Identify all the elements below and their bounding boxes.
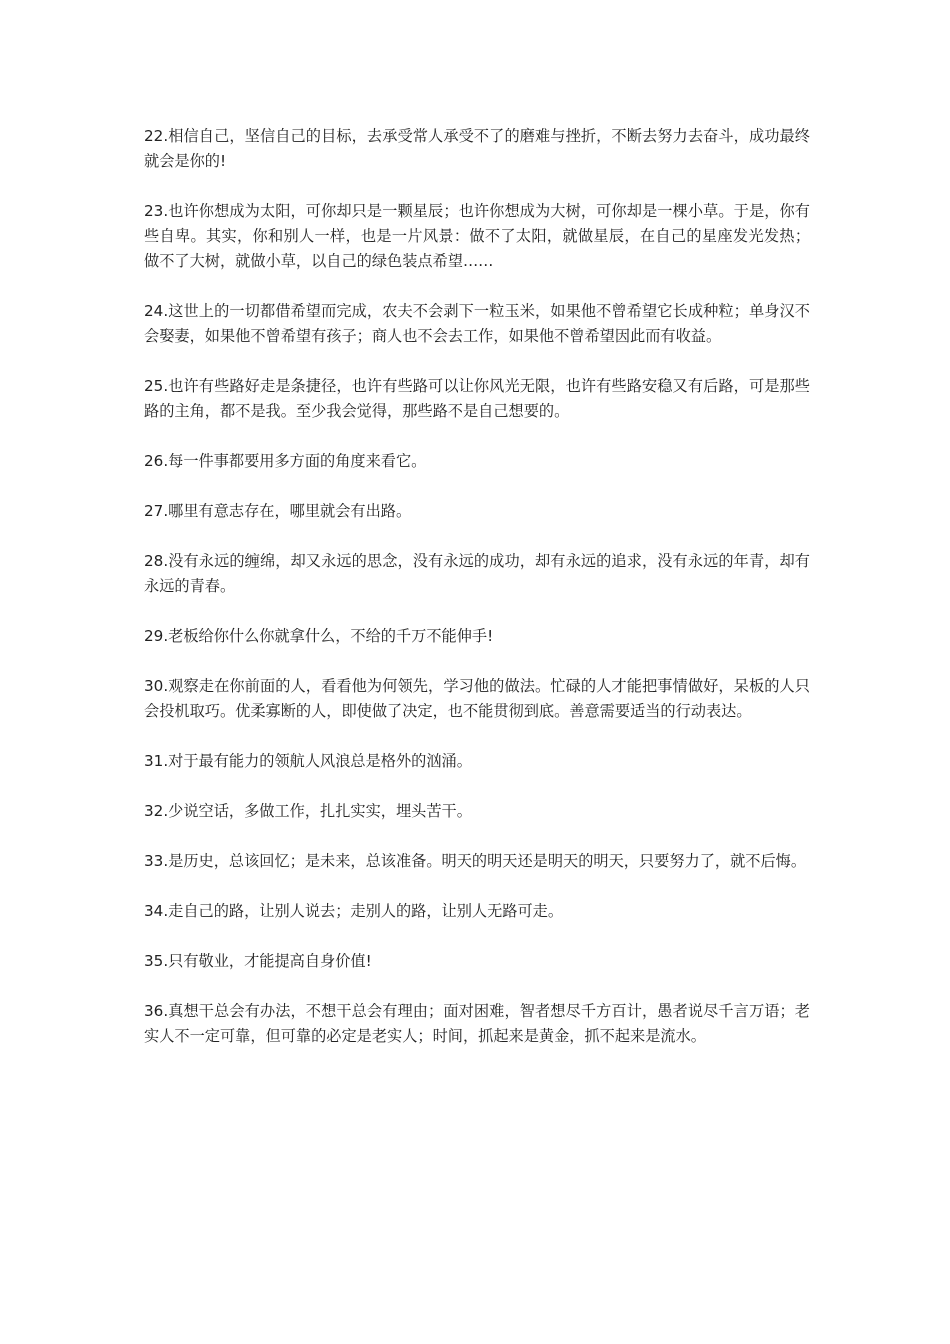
paragraph-33: 33.是历史，总该回忆；是未来，总该准备。明天的明天还是明天的明天，只要努力了，就不后悔。 [144, 852, 807, 870]
paragraph-34: 34.走自己的路，让别人说去；走别人的路，让别人无路可走。 [144, 902, 564, 920]
paragraph-29: 29.老板给你什么你就拿什么，不给的千万不能伸手! [144, 627, 494, 645]
paragraph-26: 26.每一件事都要用多方面的角度来看它。 [144, 452, 427, 470]
paragraph-35: 35.只有敬业，才能提高自身价值! [144, 952, 372, 970]
paragraph-30: 30.观察走在你前面的人，看看他为何领先，学习他的做法。忙碌的人才能把事情做好，呆板的人只会投机取巧。优柔寡断的人，即使做了决定，也不能贯彻到底。善意需要适当的行动表达。 [144, 677, 810, 720]
paragraph-28: 28.没有永远的缠绵，却又永远的思念，没有永远的成功，却有永远的追求，没有永远的年青，却有永远的青春。 [144, 552, 810, 595]
paragraph-36: 36.真想干总会有办法，不想干总会有理由；面对困难，智者想尽千方百计，愚者说尽千言万语；老实人不一定可靠，但可靠的必定是老实人；时间，抓起来是黄金，抓不起来是流水。 [144, 1002, 810, 1045]
paragraph-22: 22.相信自己，坚信自己的目标，去承受常人承受不了的磨难与挫折，不断去努力去奋斗，成功最终就会是你的! [144, 127, 810, 170]
paragraph-27: 27.哪里有意志存在，哪里就会有出路。 [144, 502, 412, 520]
paragraph-32: 32.少说空话，多做工作，扎扎实实，埋头苦干。 [144, 802, 472, 820]
paragraph-31: 31.对于最有能力的领航人风浪总是格外的汹涌。 [144, 752, 472, 770]
document-body [144, 124, 810, 1074]
paragraph-24: 24.这世上的一切都借希望而完成，农夫不会剥下一粒玉米，如果他不曾希望它长成种粒；单身汉不会娶妻，如果他不曾希望有孩子；商人也不会去工作，如果他不曾希望因此而有收益。 [144, 302, 810, 345]
paragraph-25: 25.也许有些路好走是条捷径，也许有些路可以让你风光无限，也许有些路安稳又有后路，可是那些路的主角，都不是我。至少我会觉得，那些路不是自己想要的。 [144, 377, 810, 420]
paragraph-23: 23.也许你想成为太阳，可你却只是一颗星辰；也许你想成为大树，可你却是一棵小草。于是，你有些自卑。其实，你和别人一样，也是一片风景：做不了太阳，就做星辰，在自己的星座发光发热；做不了大树，就做小草，以自己的绿色装点希望…… [144, 202, 810, 270]
